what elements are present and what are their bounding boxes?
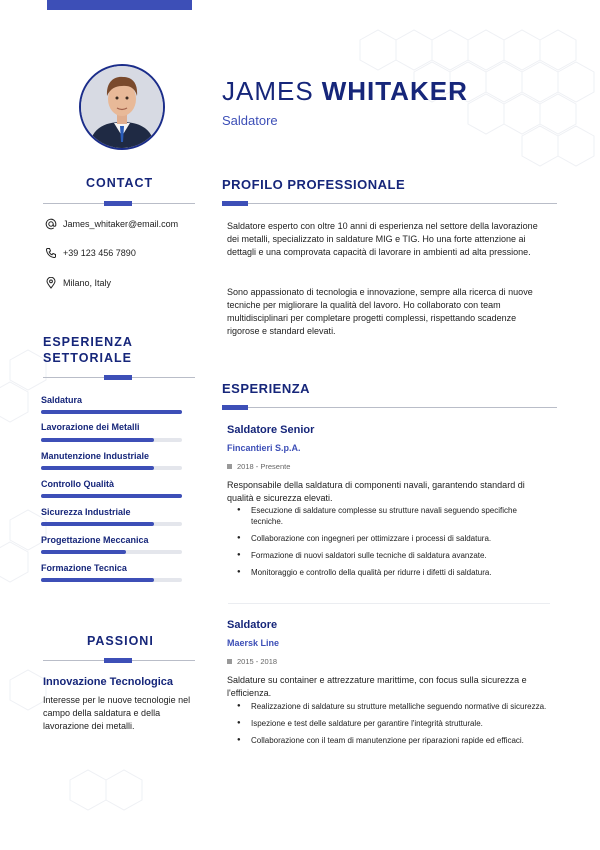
experience-heading: ESPERIENZA <box>222 381 311 396</box>
job-bullet: ● Collaborazione con ingegneri per ottimizzare i processi di saldatura. <box>237 533 547 544</box>
skill-bar <box>41 522 182 526</box>
profile-paragraph-2: Sono appassionato di tecnologia e innovazione, sempre alla ricerca di nuove tecniche per migliorare la qualità del lavoro. Ho collaborato con team multidisciplinari per completare progetti complessi, rispettando scadenze rigorose e standard elevati. <box>227 287 533 336</box>
job-bullet: ● Formazione di nuovi saldatori sulle tecniche di saldatura avanzate. <box>237 550 547 561</box>
contact-phone <box>45 247 136 259</box>
job-company: Fincantieri S.p.A. <box>227 443 301 453</box>
skill-bar <box>41 466 182 470</box>
skills-heading-line1: ESPERIENZA <box>43 335 133 349</box>
skill-bar-fill <box>41 578 154 582</box>
job-dates-text: 2015 - 2018 <box>237 657 278 666</box>
top-accent-bar <box>47 0 192 10</box>
skill-bar-fill <box>41 410 182 414</box>
job-bullet: ● Realizzazione di saldature su strutture metalliche seguendo normative di sicurezza. <box>237 701 547 712</box>
calendar-icon <box>227 464 232 469</box>
skill-label: Sicurezza Industriale <box>41 507 131 517</box>
skill-bar-fill <box>41 438 154 442</box>
calendar-icon <box>227 659 232 664</box>
skill-label: Formazione Tecnica <box>41 563 127 573</box>
job-dates <box>227 657 277 666</box>
location-pin-icon <box>45 277 57 289</box>
contact-heading: CONTACT <box>86 176 154 190</box>
passions-heading: PASSIONI <box>87 634 154 648</box>
last-name: WHITAKER <box>321 76 468 106</box>
profile-heading: PROFILO PROFESSIONALE <box>222 177 406 192</box>
profile-paragraph-1: Saldatore esperto con oltre 10 anni di esperienza nel settore della lavorazione dei metalli, specializzato in saldature MIG e TIG. Ho una forte attenzione ai dettagli e una comprovata capacità di lavorare in ambienti ad alta pressione. <box>227 221 538 257</box>
passion-title: Innovazione Tecnologica <box>43 676 173 688</box>
skill-bar-fill <box>41 494 182 498</box>
contact-phone-text: +39 123 456 7890 <box>63 248 136 258</box>
at-icon <box>45 218 57 230</box>
phone-icon <box>45 247 57 259</box>
experience-divider <box>222 407 557 408</box>
avatar-illustration <box>81 66 163 148</box>
profile-divider <box>222 203 557 204</box>
skill-label: Manutenzione Industriale <box>41 451 150 461</box>
contact-email-text: James_whitaker@email.com <box>63 219 179 229</box>
skill-bar-fill <box>41 550 126 554</box>
job-bullets <box>237 505 547 584</box>
contact-email <box>45 218 178 230</box>
skill-label: Controllo Qualità <box>41 479 114 489</box>
skill-bar-fill <box>41 466 154 470</box>
job-bullets <box>237 701 547 752</box>
job-separator <box>228 603 550 604</box>
skill-bar <box>41 410 182 414</box>
job-description: Saldature su container e attrezzature marittime, con focus sulla sicurezza e l'efficienza. <box>227 675 527 698</box>
passion-text: Interesse per le nuove tecnologie nel campo della saldatura e della lavorazione dei metalli. <box>43 695 191 731</box>
profile-divider-accent <box>222 201 248 206</box>
job-role: Saldatore <box>222 113 278 128</box>
job-title: Saldatore <box>227 619 278 631</box>
job-bullet: ● Esecuzione di saldature complesse su strutture navali seguendo specifiche tecniche. <box>237 505 547 527</box>
job-bullet: ● Monitoraggio e controllo della qualità per ridurre i difetti di saldatura. <box>237 567 547 578</box>
job-dates-text: 2018 - Presente <box>237 462 291 471</box>
skills-heading-line2: SETTORIALE <box>43 351 132 365</box>
passions-divider-accent <box>104 658 132 663</box>
job-dates <box>227 462 290 471</box>
avatar <box>79 64 165 150</box>
job-title: Saldatore Senior <box>227 424 315 436</box>
job-company: Maersk Line <box>227 638 280 648</box>
skill-label: Saldatura <box>41 395 83 405</box>
skill-bar <box>41 550 182 554</box>
skill-bar <box>41 578 182 582</box>
skill-bar <box>41 438 182 442</box>
contact-location-text: Milano, Italy <box>63 278 112 288</box>
skill-bar <box>41 494 182 498</box>
job-description: Responsabile della saldatura di componenti navali, garantendo standard di qualità e sicurezza elevati. <box>227 480 525 503</box>
job-bullet: ● Collaborazione con il team di manutenzione per riparazioni rapide ed efficaci. <box>237 735 547 746</box>
skill-label: Progettazione Meccanica <box>41 535 149 545</box>
contact-divider-accent <box>104 201 132 206</box>
full-name <box>222 76 468 107</box>
skill-label: Lavorazione dei Metalli <box>41 422 140 432</box>
contact-location <box>45 277 111 289</box>
skills-heading <box>43 334 133 366</box>
skills-divider-accent <box>104 375 132 380</box>
first-name: JAMES <box>222 76 314 106</box>
skill-bar-fill <box>41 522 154 526</box>
experience-divider-accent <box>222 405 248 410</box>
job-bullet: ● Ispezione e test delle saldature per garantire l'integrità strutturale. <box>237 718 547 729</box>
